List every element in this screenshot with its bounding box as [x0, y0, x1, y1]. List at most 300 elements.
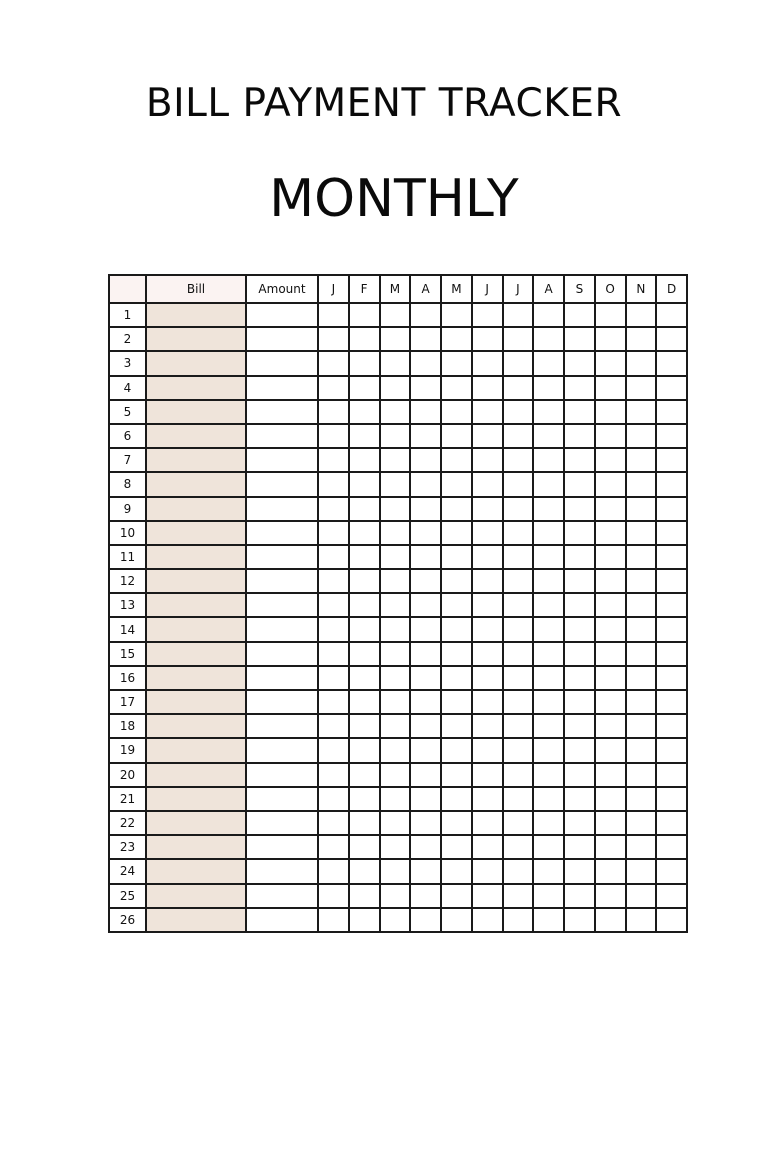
month-payment-cell[interactable]: [472, 497, 503, 521]
month-payment-cell[interactable]: [318, 351, 349, 375]
month-payment-cell[interactable]: [626, 448, 657, 472]
month-payment-cell[interactable]: [533, 835, 564, 859]
bill-name-cell[interactable]: [146, 569, 246, 593]
bill-name-cell[interactable]: [146, 787, 246, 811]
month-payment-cell[interactable]: [503, 448, 534, 472]
amount-cell[interactable]: [246, 497, 318, 521]
month-payment-cell[interactable]: [349, 787, 380, 811]
month-payment-cell[interactable]: [380, 303, 411, 327]
month-payment-cell[interactable]: [410, 424, 441, 448]
month-payment-cell[interactable]: [410, 835, 441, 859]
month-payment-cell[interactable]: [380, 593, 411, 617]
month-payment-cell[interactable]: [656, 738, 687, 762]
month-payment-cell[interactable]: [349, 424, 380, 448]
month-payment-cell[interactable]: [564, 690, 595, 714]
month-payment-cell[interactable]: [349, 376, 380, 400]
month-payment-cell[interactable]: [441, 472, 472, 496]
month-payment-cell[interactable]: [349, 617, 380, 641]
month-payment-cell[interactable]: [410, 811, 441, 835]
month-payment-cell[interactable]: [410, 884, 441, 908]
month-payment-cell[interactable]: [533, 448, 564, 472]
month-payment-cell[interactable]: [503, 690, 534, 714]
month-payment-cell[interactable]: [380, 472, 411, 496]
month-payment-cell[interactable]: [656, 884, 687, 908]
month-payment-cell[interactable]: [564, 521, 595, 545]
month-payment-cell[interactable]: [410, 569, 441, 593]
amount-cell[interactable]: [246, 448, 318, 472]
month-payment-cell[interactable]: [656, 763, 687, 787]
amount-cell[interactable]: [246, 690, 318, 714]
month-payment-cell[interactable]: [349, 714, 380, 738]
amount-cell[interactable]: [246, 400, 318, 424]
bill-name-cell[interactable]: [146, 763, 246, 787]
month-payment-cell[interactable]: [626, 811, 657, 835]
bill-name-cell[interactable]: [146, 327, 246, 351]
month-payment-cell[interactable]: [472, 738, 503, 762]
month-payment-cell[interactable]: [503, 376, 534, 400]
month-payment-cell[interactable]: [349, 642, 380, 666]
month-payment-cell[interactable]: [595, 763, 626, 787]
month-payment-cell[interactable]: [318, 811, 349, 835]
month-payment-cell[interactable]: [318, 448, 349, 472]
month-payment-cell[interactable]: [533, 569, 564, 593]
month-payment-cell[interactable]: [349, 666, 380, 690]
amount-cell[interactable]: [246, 666, 318, 690]
bill-name-cell[interactable]: [146, 303, 246, 327]
month-payment-cell[interactable]: [656, 714, 687, 738]
month-payment-cell[interactable]: [533, 617, 564, 641]
month-payment-cell[interactable]: [349, 545, 380, 569]
amount-cell[interactable]: [246, 521, 318, 545]
bill-name-cell[interactable]: [146, 424, 246, 448]
month-payment-cell[interactable]: [472, 521, 503, 545]
month-payment-cell[interactable]: [441, 448, 472, 472]
month-payment-cell[interactable]: [626, 690, 657, 714]
month-payment-cell[interactable]: [380, 521, 411, 545]
amount-cell[interactable]: [246, 835, 318, 859]
month-payment-cell[interactable]: [441, 738, 472, 762]
bill-name-cell[interactable]: [146, 351, 246, 375]
month-payment-cell[interactable]: [626, 351, 657, 375]
month-payment-cell[interactable]: [533, 497, 564, 521]
month-payment-cell[interactable]: [503, 472, 534, 496]
month-payment-cell[interactable]: [533, 424, 564, 448]
month-payment-cell[interactable]: [380, 787, 411, 811]
amount-cell[interactable]: [246, 763, 318, 787]
month-payment-cell[interactable]: [410, 448, 441, 472]
month-payment-cell[interactable]: [318, 763, 349, 787]
month-payment-cell[interactable]: [472, 642, 503, 666]
month-payment-cell[interactable]: [564, 811, 595, 835]
month-payment-cell[interactable]: [533, 545, 564, 569]
month-payment-cell[interactable]: [656, 472, 687, 496]
month-payment-cell[interactable]: [626, 835, 657, 859]
bill-name-cell[interactable]: [146, 666, 246, 690]
month-payment-cell[interactable]: [564, 835, 595, 859]
month-payment-cell[interactable]: [595, 884, 626, 908]
amount-cell[interactable]: [246, 303, 318, 327]
month-payment-cell[interactable]: [656, 835, 687, 859]
month-payment-cell[interactable]: [441, 400, 472, 424]
month-payment-cell[interactable]: [503, 811, 534, 835]
month-payment-cell[interactable]: [318, 859, 349, 883]
month-payment-cell[interactable]: [318, 738, 349, 762]
month-payment-cell[interactable]: [380, 738, 411, 762]
month-payment-cell[interactable]: [503, 666, 534, 690]
amount-cell[interactable]: [246, 617, 318, 641]
month-payment-cell[interactable]: [564, 497, 595, 521]
month-payment-cell[interactable]: [564, 666, 595, 690]
month-payment-cell[interactable]: [410, 763, 441, 787]
month-payment-cell[interactable]: [626, 497, 657, 521]
month-payment-cell[interactable]: [533, 666, 564, 690]
month-payment-cell[interactable]: [656, 617, 687, 641]
month-payment-cell[interactable]: [626, 545, 657, 569]
month-payment-cell[interactable]: [656, 787, 687, 811]
month-payment-cell[interactable]: [533, 642, 564, 666]
month-payment-cell[interactable]: [564, 763, 595, 787]
month-payment-cell[interactable]: [564, 376, 595, 400]
month-payment-cell[interactable]: [533, 884, 564, 908]
month-payment-cell[interactable]: [349, 448, 380, 472]
month-payment-cell[interactable]: [410, 738, 441, 762]
month-payment-cell[interactable]: [318, 472, 349, 496]
month-payment-cell[interactable]: [503, 521, 534, 545]
month-payment-cell[interactable]: [441, 835, 472, 859]
month-payment-cell[interactable]: [564, 569, 595, 593]
month-payment-cell[interactable]: [441, 521, 472, 545]
month-payment-cell[interactable]: [595, 545, 626, 569]
bill-name-cell[interactable]: [146, 811, 246, 835]
amount-cell[interactable]: [246, 351, 318, 375]
month-payment-cell[interactable]: [472, 569, 503, 593]
month-payment-cell[interactable]: [656, 497, 687, 521]
month-payment-cell[interactable]: [318, 593, 349, 617]
month-payment-cell[interactable]: [441, 569, 472, 593]
month-payment-cell[interactable]: [564, 448, 595, 472]
month-payment-cell[interactable]: [595, 472, 626, 496]
bill-name-cell[interactable]: [146, 908, 246, 932]
month-payment-cell[interactable]: [410, 714, 441, 738]
month-payment-cell[interactable]: [318, 908, 349, 932]
month-payment-cell[interactable]: [318, 617, 349, 641]
month-payment-cell[interactable]: [349, 884, 380, 908]
month-payment-cell[interactable]: [441, 376, 472, 400]
month-payment-cell[interactable]: [349, 835, 380, 859]
month-payment-cell[interactable]: [410, 327, 441, 351]
month-payment-cell[interactable]: [318, 690, 349, 714]
month-payment-cell[interactable]: [441, 690, 472, 714]
month-payment-cell[interactable]: [626, 787, 657, 811]
bill-name-cell[interactable]: [146, 714, 246, 738]
amount-cell[interactable]: [246, 859, 318, 883]
month-payment-cell[interactable]: [656, 327, 687, 351]
month-payment-cell[interactable]: [626, 569, 657, 593]
bill-name-cell[interactable]: [146, 593, 246, 617]
month-payment-cell[interactable]: [595, 303, 626, 327]
month-payment-cell[interactable]: [503, 908, 534, 932]
month-payment-cell[interactable]: [503, 763, 534, 787]
month-payment-cell[interactable]: [626, 738, 657, 762]
month-payment-cell[interactable]: [318, 521, 349, 545]
month-payment-cell[interactable]: [595, 424, 626, 448]
month-payment-cell[interactable]: [533, 738, 564, 762]
month-payment-cell[interactable]: [564, 351, 595, 375]
month-payment-cell[interactable]: [318, 569, 349, 593]
month-payment-cell[interactable]: [410, 666, 441, 690]
month-payment-cell[interactable]: [656, 593, 687, 617]
month-payment-cell[interactable]: [318, 376, 349, 400]
month-payment-cell[interactable]: [503, 545, 534, 569]
bill-name-cell[interactable]: [146, 472, 246, 496]
month-payment-cell[interactable]: [595, 666, 626, 690]
bill-name-cell[interactable]: [146, 738, 246, 762]
month-payment-cell[interactable]: [564, 642, 595, 666]
month-payment-cell[interactable]: [318, 642, 349, 666]
month-payment-cell[interactable]: [472, 835, 503, 859]
month-payment-cell[interactable]: [441, 884, 472, 908]
bill-name-cell[interactable]: [146, 884, 246, 908]
month-payment-cell[interactable]: [318, 497, 349, 521]
month-payment-cell[interactable]: [441, 908, 472, 932]
amount-cell[interactable]: [246, 593, 318, 617]
month-payment-cell[interactable]: [441, 351, 472, 375]
bill-name-cell[interactable]: [146, 521, 246, 545]
amount-cell[interactable]: [246, 787, 318, 811]
amount-cell[interactable]: [246, 376, 318, 400]
month-payment-cell[interactable]: [656, 303, 687, 327]
month-payment-cell[interactable]: [349, 738, 380, 762]
month-payment-cell[interactable]: [503, 714, 534, 738]
month-payment-cell[interactable]: [441, 763, 472, 787]
month-payment-cell[interactable]: [564, 617, 595, 641]
month-payment-cell[interactable]: [380, 448, 411, 472]
amount-cell[interactable]: [246, 811, 318, 835]
month-payment-cell[interactable]: [472, 884, 503, 908]
month-payment-cell[interactable]: [380, 569, 411, 593]
month-payment-cell[interactable]: [533, 376, 564, 400]
month-payment-cell[interactable]: [380, 376, 411, 400]
month-payment-cell[interactable]: [349, 400, 380, 424]
month-payment-cell[interactable]: [380, 424, 411, 448]
month-payment-cell[interactable]: [441, 545, 472, 569]
month-payment-cell[interactable]: [626, 617, 657, 641]
month-payment-cell[interactable]: [626, 424, 657, 448]
month-payment-cell[interactable]: [349, 472, 380, 496]
month-payment-cell[interactable]: [564, 593, 595, 617]
month-payment-cell[interactable]: [441, 859, 472, 883]
month-payment-cell[interactable]: [410, 787, 441, 811]
amount-cell[interactable]: [246, 472, 318, 496]
month-payment-cell[interactable]: [595, 908, 626, 932]
month-payment-cell[interactable]: [533, 472, 564, 496]
month-payment-cell[interactable]: [626, 908, 657, 932]
month-payment-cell[interactable]: [441, 327, 472, 351]
month-payment-cell[interactable]: [595, 787, 626, 811]
month-payment-cell[interactable]: [410, 642, 441, 666]
month-payment-cell[interactable]: [595, 642, 626, 666]
month-payment-cell[interactable]: [503, 424, 534, 448]
month-payment-cell[interactable]: [626, 714, 657, 738]
month-payment-cell[interactable]: [410, 593, 441, 617]
month-payment-cell[interactable]: [318, 835, 349, 859]
month-payment-cell[interactable]: [564, 714, 595, 738]
month-payment-cell[interactable]: [380, 690, 411, 714]
month-payment-cell[interactable]: [503, 593, 534, 617]
amount-cell[interactable]: [246, 424, 318, 448]
month-payment-cell[interactable]: [564, 327, 595, 351]
month-payment-cell[interactable]: [380, 545, 411, 569]
amount-cell[interactable]: [246, 884, 318, 908]
month-payment-cell[interactable]: [595, 497, 626, 521]
month-payment-cell[interactable]: [503, 303, 534, 327]
month-payment-cell[interactable]: [503, 884, 534, 908]
month-payment-cell[interactable]: [410, 908, 441, 932]
bill-name-cell[interactable]: [146, 545, 246, 569]
month-payment-cell[interactable]: [472, 472, 503, 496]
month-payment-cell[interactable]: [595, 859, 626, 883]
month-payment-cell[interactable]: [380, 908, 411, 932]
month-payment-cell[interactable]: [380, 642, 411, 666]
month-payment-cell[interactable]: [472, 859, 503, 883]
month-payment-cell[interactable]: [472, 545, 503, 569]
month-payment-cell[interactable]: [318, 400, 349, 424]
month-payment-cell[interactable]: [656, 642, 687, 666]
month-payment-cell[interactable]: [533, 763, 564, 787]
month-payment-cell[interactable]: [472, 714, 503, 738]
month-payment-cell[interactable]: [533, 351, 564, 375]
month-payment-cell[interactable]: [410, 859, 441, 883]
amount-cell[interactable]: [246, 642, 318, 666]
month-payment-cell[interactable]: [503, 738, 534, 762]
amount-cell[interactable]: [246, 908, 318, 932]
month-payment-cell[interactable]: [318, 327, 349, 351]
month-payment-cell[interactable]: [626, 521, 657, 545]
month-payment-cell[interactable]: [380, 859, 411, 883]
month-payment-cell[interactable]: [410, 497, 441, 521]
month-payment-cell[interactable]: [656, 908, 687, 932]
month-payment-cell[interactable]: [349, 351, 380, 375]
month-payment-cell[interactable]: [318, 884, 349, 908]
month-payment-cell[interactable]: [503, 497, 534, 521]
month-payment-cell[interactable]: [533, 400, 564, 424]
month-payment-cell[interactable]: [380, 763, 411, 787]
month-payment-cell[interactable]: [349, 327, 380, 351]
bill-name-cell[interactable]: [146, 835, 246, 859]
month-payment-cell[interactable]: [318, 303, 349, 327]
month-payment-cell[interactable]: [626, 642, 657, 666]
month-payment-cell[interactable]: [595, 351, 626, 375]
month-payment-cell[interactable]: [410, 617, 441, 641]
month-payment-cell[interactable]: [564, 400, 595, 424]
month-payment-cell[interactable]: [410, 303, 441, 327]
month-payment-cell[interactable]: [564, 545, 595, 569]
month-payment-cell[interactable]: [472, 424, 503, 448]
month-payment-cell[interactable]: [533, 593, 564, 617]
month-payment-cell[interactable]: [472, 787, 503, 811]
month-payment-cell[interactable]: [533, 811, 564, 835]
month-payment-cell[interactable]: [380, 617, 411, 641]
month-payment-cell[interactable]: [656, 400, 687, 424]
month-payment-cell[interactable]: [441, 666, 472, 690]
month-payment-cell[interactable]: [472, 303, 503, 327]
month-payment-cell[interactable]: [595, 327, 626, 351]
month-payment-cell[interactable]: [380, 835, 411, 859]
month-payment-cell[interactable]: [656, 545, 687, 569]
month-payment-cell[interactable]: [349, 593, 380, 617]
month-payment-cell[interactable]: [318, 545, 349, 569]
month-payment-cell[interactable]: [564, 738, 595, 762]
month-payment-cell[interactable]: [380, 497, 411, 521]
month-payment-cell[interactable]: [626, 303, 657, 327]
month-payment-cell[interactable]: [564, 859, 595, 883]
month-payment-cell[interactable]: [441, 714, 472, 738]
month-payment-cell[interactable]: [472, 351, 503, 375]
month-payment-cell[interactable]: [595, 738, 626, 762]
month-payment-cell[interactable]: [441, 497, 472, 521]
month-payment-cell[interactable]: [472, 400, 503, 424]
month-payment-cell[interactable]: [349, 908, 380, 932]
month-payment-cell[interactable]: [626, 666, 657, 690]
month-payment-cell[interactable]: [533, 908, 564, 932]
month-payment-cell[interactable]: [564, 303, 595, 327]
month-payment-cell[interactable]: [349, 763, 380, 787]
month-payment-cell[interactable]: [595, 714, 626, 738]
month-payment-cell[interactable]: [533, 303, 564, 327]
month-payment-cell[interactable]: [503, 617, 534, 641]
month-payment-cell[interactable]: [656, 690, 687, 714]
month-payment-cell[interactable]: [656, 859, 687, 883]
month-payment-cell[interactable]: [595, 400, 626, 424]
month-payment-cell[interactable]: [595, 521, 626, 545]
month-payment-cell[interactable]: [626, 400, 657, 424]
month-payment-cell[interactable]: [410, 545, 441, 569]
amount-cell[interactable]: [246, 738, 318, 762]
month-payment-cell[interactable]: [410, 521, 441, 545]
month-payment-cell[interactable]: [472, 690, 503, 714]
month-payment-cell[interactable]: [656, 351, 687, 375]
bill-name-cell[interactable]: [146, 642, 246, 666]
month-payment-cell[interactable]: [349, 303, 380, 327]
month-payment-cell[interactable]: [318, 714, 349, 738]
month-payment-cell[interactable]: [349, 497, 380, 521]
month-payment-cell[interactable]: [472, 593, 503, 617]
month-payment-cell[interactable]: [595, 690, 626, 714]
month-payment-cell[interactable]: [626, 327, 657, 351]
amount-cell[interactable]: [246, 714, 318, 738]
bill-name-cell[interactable]: [146, 859, 246, 883]
month-payment-cell[interactable]: [410, 400, 441, 424]
month-payment-cell[interactable]: [656, 569, 687, 593]
month-payment-cell[interactable]: [472, 908, 503, 932]
month-payment-cell[interactable]: [472, 448, 503, 472]
month-payment-cell[interactable]: [626, 376, 657, 400]
month-payment-cell[interactable]: [656, 424, 687, 448]
month-payment-cell[interactable]: [472, 617, 503, 641]
month-payment-cell[interactable]: [380, 400, 411, 424]
month-payment-cell[interactable]: [349, 811, 380, 835]
month-payment-cell[interactable]: [472, 811, 503, 835]
month-payment-cell[interactable]: [533, 859, 564, 883]
month-payment-cell[interactable]: [410, 351, 441, 375]
bill-name-cell[interactable]: [146, 400, 246, 424]
month-payment-cell[interactable]: [595, 376, 626, 400]
month-payment-cell[interactable]: [564, 884, 595, 908]
month-payment-cell[interactable]: [626, 763, 657, 787]
month-payment-cell[interactable]: [441, 617, 472, 641]
bill-name-cell[interactable]: [146, 497, 246, 521]
month-payment-cell[interactable]: [503, 351, 534, 375]
